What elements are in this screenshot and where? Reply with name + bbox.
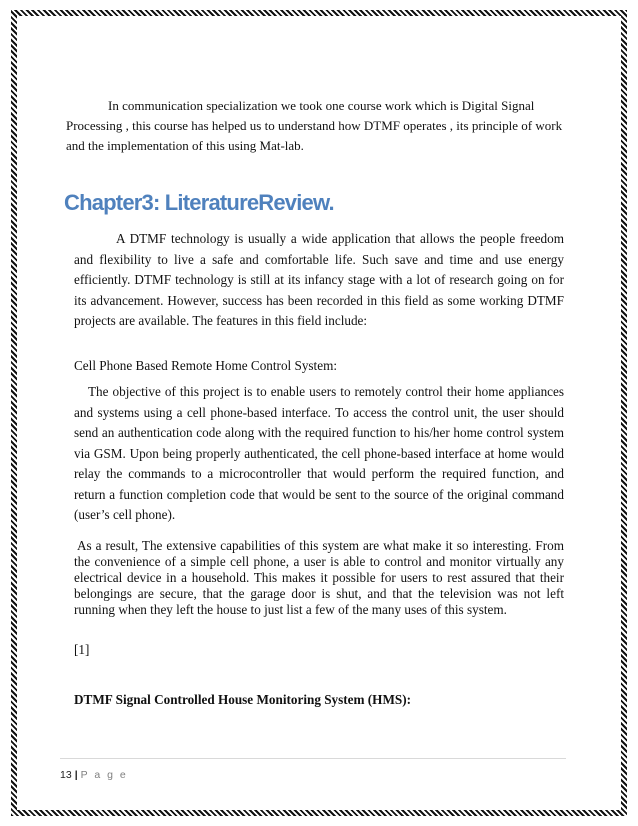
page-number: 13 [60,769,72,781]
literature-intro-section [74,229,564,332]
subheading-cell-phone-text: Cell Phone Based Remote Home Control System: [74,358,337,373]
footer-separator: | [74,769,78,781]
reference-text: [1] [74,642,90,657]
chapter-heading: Chapter3: LiteratureReview. [64,190,334,215]
subheading-hms [74,690,564,711]
subheading-hms-text: DTMF Signal Controlled House Monitoring System (HMS): [74,692,412,707]
reference-marker [74,640,564,661]
objective-section [74,382,564,526]
subheading-cell-phone [74,356,564,377]
paragraph-result: As a result, The extensive capabilities of this system are what make it so interesting. From the convenience of a simple cell phone, a user is able to control and monitor virtually any electrical device in a household. This makes it possible for users to rest assured that their belongings are secure, that the garage door is shut, and that the television was not left running when they left the house to just list a few of the many uses of this system. [74,538,564,617]
intro-paragraph: In communication specialization we took one course work which is Digital Signal Processing , this course has helped us to understand how DTMF operates , its principle of work and the implementation of this using Mat-lab. [66,98,563,153]
page-label: P a g e [80,769,128,781]
page-footer [60,758,566,781]
paragraph-objective: The objective of this project is to enable users to remotely control their home appliances and systems using a cell phone-based interface. To access the control unit, the user should send an authentication code along with the required function to his/her home control system via GSM. Upon being properly authenticated, the cell phone-based interface at home would relay the commands to a microcontroller that would perform the required function, and return a function completion code that would be sent to the source of the original command (user’s cell phone). [74,384,564,522]
paragraph-dtmf-technology: A DTMF technology is usually a wide application that allows the people freedom and flexibility to live a safe and comfortable life. Such save and time and use energy efficiently. DTMF technology is still at its infancy stage with a lot of research going on for its advancement. However, success has been recorded in this field as some working DTMF projects are available. The features in this field include: [74,231,564,328]
result-section [74,538,564,618]
intro-section [66,96,570,156]
